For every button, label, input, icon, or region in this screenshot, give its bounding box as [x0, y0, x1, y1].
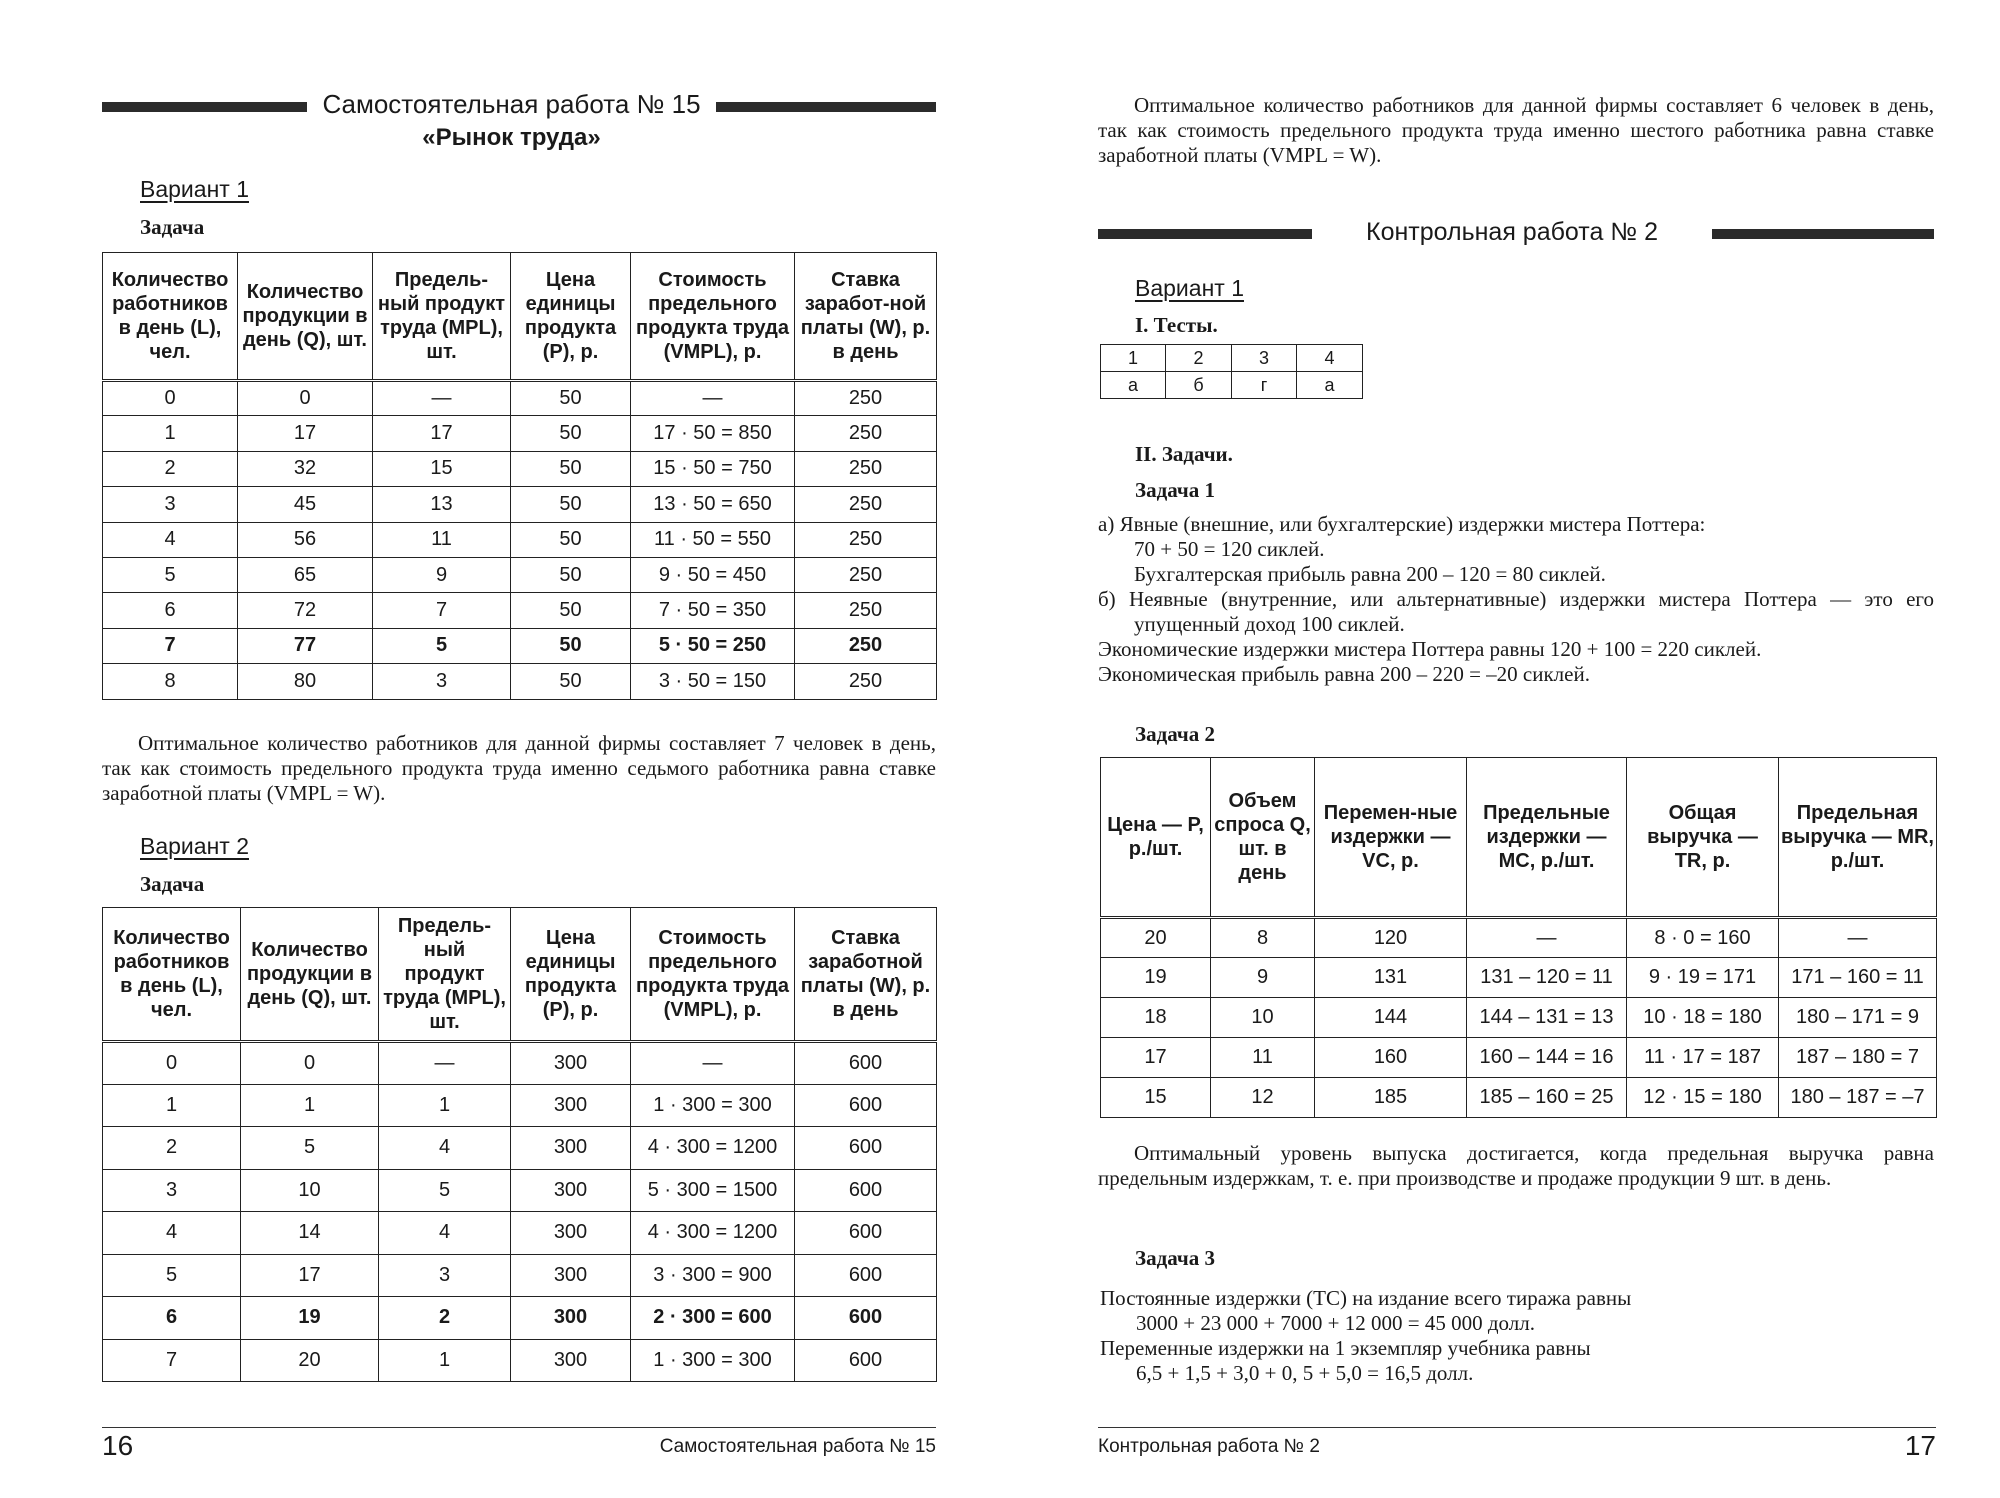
- table-cell: 5: [103, 1254, 241, 1297]
- table-row: [103, 1042, 937, 1085]
- footer-rule: [1098, 1427, 1936, 1428]
- table-cell: 50: [511, 487, 631, 522]
- test-number: 1: [1101, 345, 1166, 372]
- table-cell: 19: [241, 1297, 379, 1340]
- table-row: [103, 1084, 937, 1127]
- table-cell: 9: [373, 557, 511, 592]
- table-cell: 1 · 300 = 300: [631, 1084, 795, 1127]
- table-cell: 160 – 144 = 16: [1467, 1038, 1627, 1078]
- table-cell: 3: [373, 664, 511, 699]
- table-cell: 250: [795, 381, 937, 416]
- task-1-heading: Задача 1: [1135, 478, 1215, 502]
- table-cell: 8: [103, 664, 238, 699]
- table-cell: 4 · 300 = 1200: [631, 1127, 795, 1170]
- table-cell: 1: [103, 1084, 241, 1127]
- table-cell: 12: [1211, 1078, 1315, 1118]
- table-cell: 144: [1315, 998, 1467, 1038]
- table-cell: 600: [795, 1212, 937, 1255]
- table-cell: 2: [103, 1127, 241, 1170]
- table3-header: Перемен-ные издержки — VC, р.: [1315, 758, 1467, 918]
- table-row: [103, 664, 937, 699]
- table-cell: 6: [103, 1297, 241, 1340]
- table-row: [103, 381, 937, 416]
- table-cell: 50: [511, 593, 631, 628]
- variant-2-conclusion-text: Оптимальное количество работников для данной фирмы составляет 6 человек в день, так как стоимость предельного продукта труда именно шестого работника равна ставке заработной платы (VMPL = W).: [1098, 93, 1934, 167]
- table-cell: 13 · 50 = 650: [631, 487, 795, 522]
- task-1-line: Бухгалтерская прибыль равна 200 – 120 = 80 сиклей.: [1134, 562, 1606, 586]
- header-rule-left: [1098, 229, 1312, 239]
- table-cell: 600: [795, 1127, 937, 1170]
- variant-2-task-heading: Задача: [140, 872, 205, 896]
- task-3-heading: Задача 3: [1135, 1246, 1215, 1270]
- table-cell: 10: [1211, 998, 1315, 1038]
- table-cell: 600: [795, 1169, 937, 1212]
- table-cell: —: [631, 381, 795, 416]
- table2-header: Стоимость предельного продукта труда (VMPL), р.: [631, 908, 795, 1042]
- table-cell: 18: [1101, 998, 1211, 1038]
- table-cell: 120: [1315, 918, 1467, 958]
- task-3-line: Постоянные издержки (TC) на издание всего тиража равны: [1100, 1286, 1632, 1310]
- test-answer: а: [1101, 372, 1166, 399]
- table-row: [103, 1212, 937, 1255]
- test-answer: б: [1166, 372, 1232, 399]
- table-cell: 2: [103, 451, 238, 486]
- table3-header: Предельная выручка — MR, р./шт.: [1779, 758, 1937, 918]
- table-cell: 144 – 131 = 13: [1467, 998, 1627, 1038]
- table-cell: 4: [379, 1212, 511, 1255]
- task-3-line: Переменные издержки на 1 экземпляр учебника равны: [1100, 1336, 1591, 1360]
- running-footer: Самостоятельная работа № 15: [659, 1436, 936, 1457]
- table2-header: Ставка заработной платы (W), р. в день: [795, 908, 937, 1042]
- task-1-line: Экономические издержки мистера Поттера равны 120 + 100 = 220 сиклей.: [1098, 637, 1762, 661]
- test-answer: а: [1297, 372, 1363, 399]
- test-number: 2: [1166, 345, 1232, 372]
- table-cell: 17: [373, 416, 511, 451]
- table1-header: Ставка заработ-ной платы (W), р. в день: [795, 253, 937, 381]
- table-cell: 1: [379, 1339, 511, 1382]
- table-cell: 2: [379, 1297, 511, 1340]
- task-2-heading: Задача 2: [1135, 722, 1215, 746]
- table-cell: 0: [103, 381, 238, 416]
- table-cell: 72: [238, 593, 373, 628]
- task-1-line: Экономическая прибыль равна 200 – 220 = –20 сиклей.: [1098, 662, 1590, 686]
- table-cell: 185: [1315, 1078, 1467, 1118]
- table-row: [103, 451, 937, 486]
- table-cell: 300: [511, 1254, 631, 1297]
- table-row: [1101, 998, 1937, 1038]
- table-cell: 10: [241, 1169, 379, 1212]
- table3-header: Объем спроса Q, шт. в день: [1211, 758, 1315, 918]
- table-cell: 250: [795, 522, 937, 557]
- table-cell: 17: [1101, 1038, 1211, 1078]
- table-cell: 600: [795, 1297, 937, 1340]
- table-cell: 8: [1211, 918, 1315, 958]
- page-number: 16: [102, 1430, 134, 1461]
- table-cell: 11 · 17 = 187: [1627, 1038, 1779, 1078]
- table-cell: 180 – 187 = –7: [1779, 1078, 1937, 1118]
- table-cell: 0: [103, 1042, 241, 1085]
- table-cell: 11 · 50 = 550: [631, 522, 795, 557]
- table-cell: 19: [1101, 958, 1211, 998]
- table-cell: 50: [511, 381, 631, 416]
- table-cell: 1: [103, 416, 238, 451]
- task-1-line: б) Неявные (внутренние, или альтернативные) издержки мистера Поттера — это его упущенный доход 100 сиклей.: [1098, 587, 1934, 636]
- table-cell: 180 – 171 = 9: [1779, 998, 1937, 1038]
- table-cell: 50: [511, 557, 631, 592]
- table-cell: 17: [241, 1254, 379, 1297]
- table-cell: 250: [795, 451, 937, 486]
- table-row: [1101, 958, 1937, 998]
- footer-rule: [102, 1427, 936, 1428]
- table-cell: 3: [103, 487, 238, 522]
- table-cell: 4: [103, 1212, 241, 1255]
- variant-1-label: Вариант 1: [140, 176, 249, 202]
- table-cell: 14: [241, 1212, 379, 1255]
- table-cell: 1: [241, 1084, 379, 1127]
- table-cell: 131 – 120 = 11: [1467, 958, 1627, 998]
- table-cell: 5: [103, 557, 238, 592]
- table-cell: 600: [795, 1254, 937, 1297]
- table1-header: Предель-ный продукт труда (MPL), шт.: [373, 253, 511, 381]
- table-cell: 171 – 160 = 11: [1779, 958, 1937, 998]
- table-cell: 17 · 50 = 850: [631, 416, 795, 451]
- table-cell: 300: [511, 1042, 631, 1085]
- table-cell: 250: [795, 593, 937, 628]
- table-cell: 5 · 300 = 1500: [631, 1169, 795, 1212]
- table2-header: Цена единицы продукта (P), р.: [511, 908, 631, 1042]
- table-row: [1101, 1078, 1937, 1118]
- variant-2-label: Вариант 2: [140, 833, 249, 859]
- table3-header: Цена — P, р./шт.: [1101, 758, 1211, 918]
- table-cell: 15: [373, 451, 511, 486]
- table-cell: 45: [238, 487, 373, 522]
- table-cell: 300: [511, 1084, 631, 1127]
- task-2-conclusion: [1098, 1141, 1934, 1191]
- header-rule-right: [716, 102, 936, 112]
- table-cell: 2 · 300 = 600: [631, 1297, 795, 1340]
- table2-header: Количество работников в день (L), чел.: [103, 908, 241, 1042]
- task-3-line: 3000 + 23 000 + 7000 + 12 000 = 45 000 долл.: [1136, 1311, 1535, 1335]
- table-cell: 131: [1315, 958, 1467, 998]
- table-cell: —: [379, 1042, 511, 1085]
- section-subtitle: «Рынок труда»: [422, 124, 601, 151]
- table-cell: 300: [511, 1339, 631, 1382]
- table-cell: 250: [795, 557, 937, 592]
- table-cell: 1: [379, 1084, 511, 1127]
- task-1-line: 70 + 50 = 120 сиклей.: [1134, 537, 1325, 561]
- table-cell: 5: [379, 1169, 511, 1212]
- table-cell: 300: [511, 1127, 631, 1170]
- table-cell: —: [1779, 918, 1937, 958]
- header-rule-right: [1712, 229, 1934, 239]
- table-row: [103, 628, 937, 663]
- table-cell: 250: [795, 487, 937, 522]
- table1-header: Стоимость предельного продукта труда (VMPL), р.: [631, 253, 795, 381]
- task-1-line: а) Явные (внешние, или бухгалтерские) издержки мистера Поттера:: [1098, 512, 1706, 536]
- table-cell: —: [631, 1042, 795, 1085]
- table-cell: 300: [511, 1212, 631, 1255]
- table-cell: 185 – 160 = 25: [1467, 1078, 1627, 1118]
- table1-header: Количество продукции в день (Q), шт.: [238, 253, 373, 381]
- table-cell: 600: [795, 1042, 937, 1085]
- tests-answer-table: [1100, 344, 1363, 399]
- table3-header: Общая выручка — TR, р.: [1627, 758, 1779, 918]
- tasks-heading: II. Задачи.: [1135, 442, 1233, 466]
- table-cell: 15 · 50 = 750: [631, 451, 795, 486]
- table-cell: 3 · 50 = 150: [631, 664, 795, 699]
- task-3-solution: [1100, 1286, 1936, 1386]
- running-footer: Контрольная работа № 2: [1098, 1436, 1320, 1457]
- task-1-solution: [1098, 512, 1934, 687]
- page-number: 17: [1904, 1430, 1936, 1461]
- labor-market-table-variant-2: [102, 907, 937, 1382]
- table-row: [103, 1297, 937, 1340]
- table-cell: 600: [795, 1084, 937, 1127]
- table-cell: 0: [241, 1042, 379, 1085]
- table-cell: 15: [1101, 1078, 1211, 1118]
- test-number: 3: [1232, 345, 1297, 372]
- table-cell: 20: [1101, 918, 1211, 958]
- table-row: [1101, 1038, 1937, 1078]
- table-cell: 1 · 300 = 300: [631, 1339, 795, 1382]
- table-cell: 11: [1211, 1038, 1315, 1078]
- table-cell: 12 · 15 = 180: [1627, 1078, 1779, 1118]
- table-cell: 50: [511, 451, 631, 486]
- variant-label: Вариант 1: [1135, 275, 1244, 301]
- table-cell: 250: [795, 416, 937, 451]
- table-cell: 5: [373, 628, 511, 663]
- task-2-conclusion-text: Оптимальный уровень выпуска достигается, когда предельная выручка равна предельным издержкам, т. е. при производстве и продаже продукции 9 шт. в день.: [1098, 1141, 1934, 1190]
- table-cell: 8 · 0 = 160: [1627, 918, 1779, 958]
- table-cell: 17: [238, 416, 373, 451]
- table-cell: 7: [103, 628, 238, 663]
- table-cell: 250: [795, 664, 937, 699]
- table-cell: 3: [103, 1169, 241, 1212]
- table-cell: 50: [511, 522, 631, 557]
- table-cell: 5: [241, 1127, 379, 1170]
- table-cell: 7 · 50 = 350: [631, 593, 795, 628]
- table2-header: Количество продукции в день (Q), шт.: [241, 908, 379, 1042]
- section-title: Самостоятельная работа № 15: [322, 89, 701, 119]
- table1-header: Цена единицы продукта (P), р.: [511, 253, 631, 381]
- variant-1-task-heading: Задача: [140, 215, 205, 239]
- table-cell: —: [373, 381, 511, 416]
- table-cell: 50: [511, 628, 631, 663]
- table-row: [103, 1169, 937, 1212]
- test-answer: г: [1232, 372, 1297, 399]
- variant-1-conclusion-text: Оптимальное количество работников для данной фирмы составляет 7 человек в день, так как стоимость предельного продукта труда именно седьмого работника равна ставке заработной платы (VMPL = W).: [102, 731, 936, 805]
- right-page: [1000, 0, 2000, 1498]
- table-cell: 65: [238, 557, 373, 592]
- table-cell: 7: [103, 1339, 241, 1382]
- table-cell: 300: [511, 1169, 631, 1212]
- table-cell: 50: [511, 664, 631, 699]
- table-row: [103, 522, 937, 557]
- table-cell: 50: [511, 416, 631, 451]
- table-cell: 5 · 50 = 250: [631, 628, 795, 663]
- table-cell: 3 · 300 = 900: [631, 1254, 795, 1297]
- table-cell: 56: [238, 522, 373, 557]
- table-cell: 13: [373, 487, 511, 522]
- table-cell: 600: [795, 1339, 937, 1382]
- table-cell: 4: [103, 522, 238, 557]
- table-cell: 160: [1315, 1038, 1467, 1078]
- table-cell: 11: [373, 522, 511, 557]
- task-3-line: 6,5 + 1,5 + 3,0 + 0, 5 + 5,0 = 16,5 долл.: [1136, 1361, 1474, 1385]
- table-row: [103, 416, 937, 451]
- table-cell: 0: [238, 381, 373, 416]
- table-row: [103, 1339, 937, 1382]
- table-cell: 20: [241, 1339, 379, 1382]
- revenue-cost-table: [1100, 757, 1937, 1118]
- table-cell: 32: [238, 451, 373, 486]
- table-cell: 300: [511, 1297, 631, 1340]
- table-cell: 4 · 300 = 1200: [631, 1212, 795, 1255]
- table-cell: 9: [1211, 958, 1315, 998]
- test-number: 4: [1297, 345, 1363, 372]
- labor-market-table-variant-1: [102, 252, 937, 700]
- table-cell: 6: [103, 593, 238, 628]
- table-row: [103, 557, 937, 592]
- table-cell: 7: [373, 593, 511, 628]
- table-cell: 187 – 180 = 7: [1779, 1038, 1937, 1078]
- table-cell: 9 · 50 = 450: [631, 557, 795, 592]
- table-cell: 250: [795, 628, 937, 663]
- table-row: [103, 593, 937, 628]
- table3-header: Предельные издержки — MC, р./шт.: [1467, 758, 1627, 918]
- table-cell: 77: [238, 628, 373, 663]
- table-cell: 10 · 18 = 180: [1627, 998, 1779, 1038]
- variant-2-conclusion: [1098, 93, 1934, 168]
- table2-header: Предель-ный продукт труда (MPL), шт.: [379, 908, 511, 1042]
- table-cell: 9 · 19 = 171: [1627, 958, 1779, 998]
- table-cell: 3: [379, 1254, 511, 1297]
- section-title: Контрольная работа № 2: [1366, 218, 1658, 246]
- table1-header: Количество работников в день (L), чел.: [103, 253, 238, 381]
- table-cell: 4: [379, 1127, 511, 1170]
- table-row: [103, 1127, 937, 1170]
- table-row: [103, 487, 937, 522]
- table-row: [103, 1254, 937, 1297]
- table-row: [1101, 918, 1937, 958]
- variant-1-conclusion: [102, 731, 936, 806]
- tests-heading: I. Тесты.: [1135, 313, 1218, 337]
- table-cell: 80: [238, 664, 373, 699]
- header-rule-left: [102, 102, 307, 112]
- table-cell: —: [1467, 918, 1627, 958]
